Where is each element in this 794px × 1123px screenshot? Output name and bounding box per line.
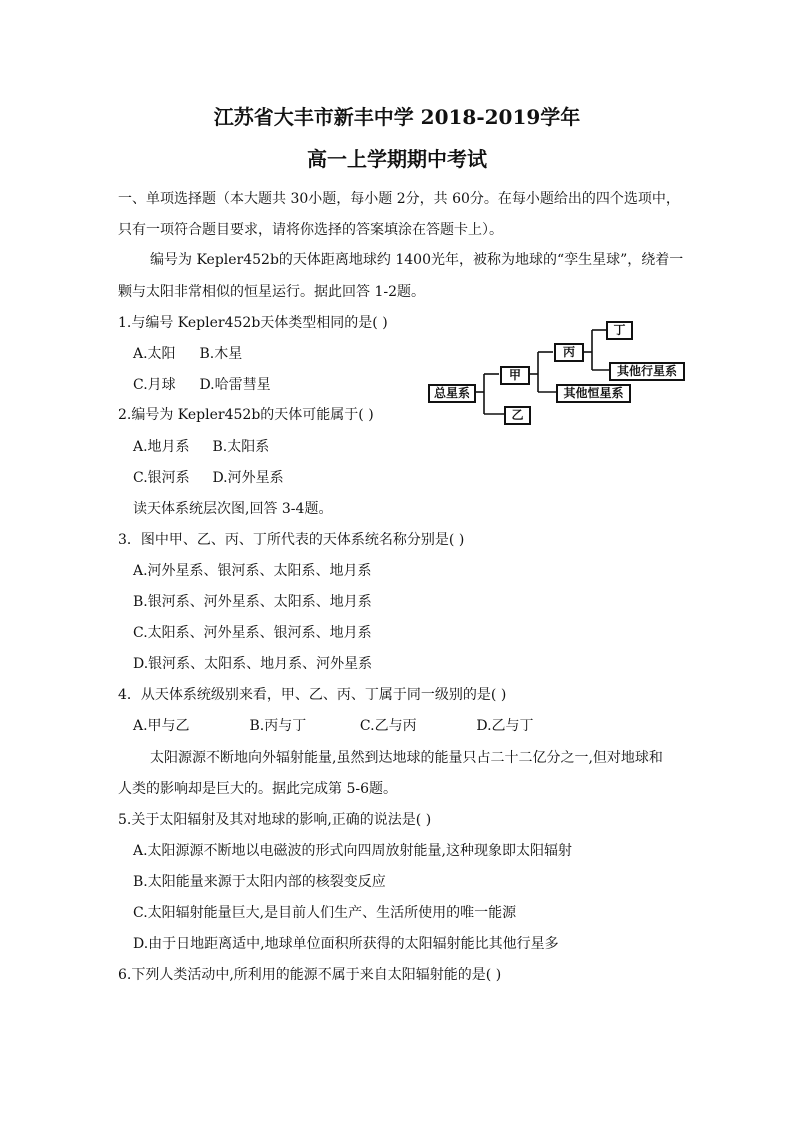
question-3-option-c: C.太阳系、河外星系、银河系、地月系 <box>133 625 372 641</box>
question-3-option-b: B.银河系、河外星系、太阳系、地月系 <box>133 594 372 610</box>
question-2-option-d: D.河外星系 <box>212 470 284 486</box>
question-2-stem: 2.编号为 Kepler452b的天体可能属于( ) <box>118 407 374 423</box>
question-2-option-b: B.太阳系 <box>212 439 270 455</box>
exam-title-line-1: 江苏省大丰市新丰中学 2018-2019学年 <box>213 105 581 129</box>
question-5-stem: 5.关于太阳辐射及其对地球的影响,正确的说法是( ) <box>118 812 432 828</box>
section-heading-line-1: 一、单项选择题（本大题共 30小题，每小题 2分，共 60分。在每小题给出的四个选项中， <box>118 191 680 207</box>
yi-box: 乙 <box>504 406 531 425</box>
other-stars-box: 其他恒星系 <box>556 384 631 403</box>
question-4-stem: 4．从天体系统级别来看，甲、乙、丙、丁属于同一级别的是( ) <box>118 687 507 703</box>
other-planets-box: 其他行星系 <box>609 362 685 381</box>
question-3-option-d: D.银河系、太阳系、地月系、河外星系 <box>133 656 373 672</box>
question-2-option-c: C.银河系 <box>133 470 190 486</box>
passage-2-line-1: 读天体系统层次图,回答 3-4题。 <box>133 501 333 517</box>
passage-3-line-1: 太阳源源不断地向外辐射能量,虽然到达地球的能量只占二十二亿分之一,但对地球和 <box>150 750 663 766</box>
question-1-option-a: A.太阳 <box>133 346 176 362</box>
question-4-option-a: A.甲与乙 <box>133 718 190 734</box>
question-3-stem: 3．图中甲、乙、丙、丁所代表的天体系统名称分别是( ) <box>118 532 465 548</box>
question-4-option-d: D.乙与丁 <box>476 718 534 734</box>
passage-3-line-2: 人类的影响却是巨大的。据此完成第 5-6题。 <box>118 781 397 797</box>
question-4-option-b: B.丙与丁 <box>249 718 307 734</box>
question-2-option-a: A.地月系 <box>133 439 190 455</box>
jia-box: 甲 <box>500 366 530 385</box>
question-1-options-line-1 <box>133 345 242 363</box>
bing-box: 丙 <box>554 343 584 362</box>
question-1-option-b: B.木星 <box>199 346 243 362</box>
question-1-options-line-2 <box>133 376 271 394</box>
section-heading-line-2: 只有一项符合题目要求，请将你选择的答案填涂在答题卡上）。 <box>118 222 503 238</box>
question-4-option-c: C.乙与丙 <box>359 718 417 734</box>
passage-1-line-2: 颗与太阳非常相似的恒星运行。据此回答 1-2题。 <box>118 284 425 300</box>
question-5-option-d: D.由于日地距离适中,地球单位面积所获得的太阳辐射能比其他行星多 <box>133 936 559 952</box>
total-galaxy-system-box: 总星系 <box>428 384 476 403</box>
question-1-option-d: D.哈雷彗星 <box>199 377 271 393</box>
exam-title-line-2: 高一上学期期中考试 <box>307 147 487 171</box>
question-5-option-b: B.太阳能量来源于太阳内部的核裂变反应 <box>133 874 386 890</box>
celestial-system-hierarchy-diagram <box>424 318 694 430</box>
question-5-option-c: C.太阳辐射能量巨大,是目前人们生产、生活所使用的唯一能源 <box>133 905 517 921</box>
ding-box: 丁 <box>606 321 633 340</box>
question-2-options-line-2 <box>133 469 284 487</box>
question-1-stem: 1.与编号 Kepler452b天体类型相同的是( ) <box>118 315 388 331</box>
question-1-option-c: C.月球 <box>133 377 176 393</box>
question-5-option-a: A.太阳源源不断地以电磁波的形式向四周放射能量,这种现象即太阳辐射 <box>133 843 573 859</box>
question-6-stem: 6.下列人类活动中,所利用的能源不属于来自太阳辐射能的是( ) <box>118 967 502 983</box>
question-2-options-line-1 <box>133 438 269 456</box>
question-4-options <box>133 717 534 735</box>
question-3-option-a: A.河外星系、银河系、太阳系、地月系 <box>133 563 372 579</box>
passage-1-line-1: 编号为 Kepler452b的天体距离地球约 1400光年，被称为地球的“孪生星球”，绕着一 <box>150 252 684 268</box>
